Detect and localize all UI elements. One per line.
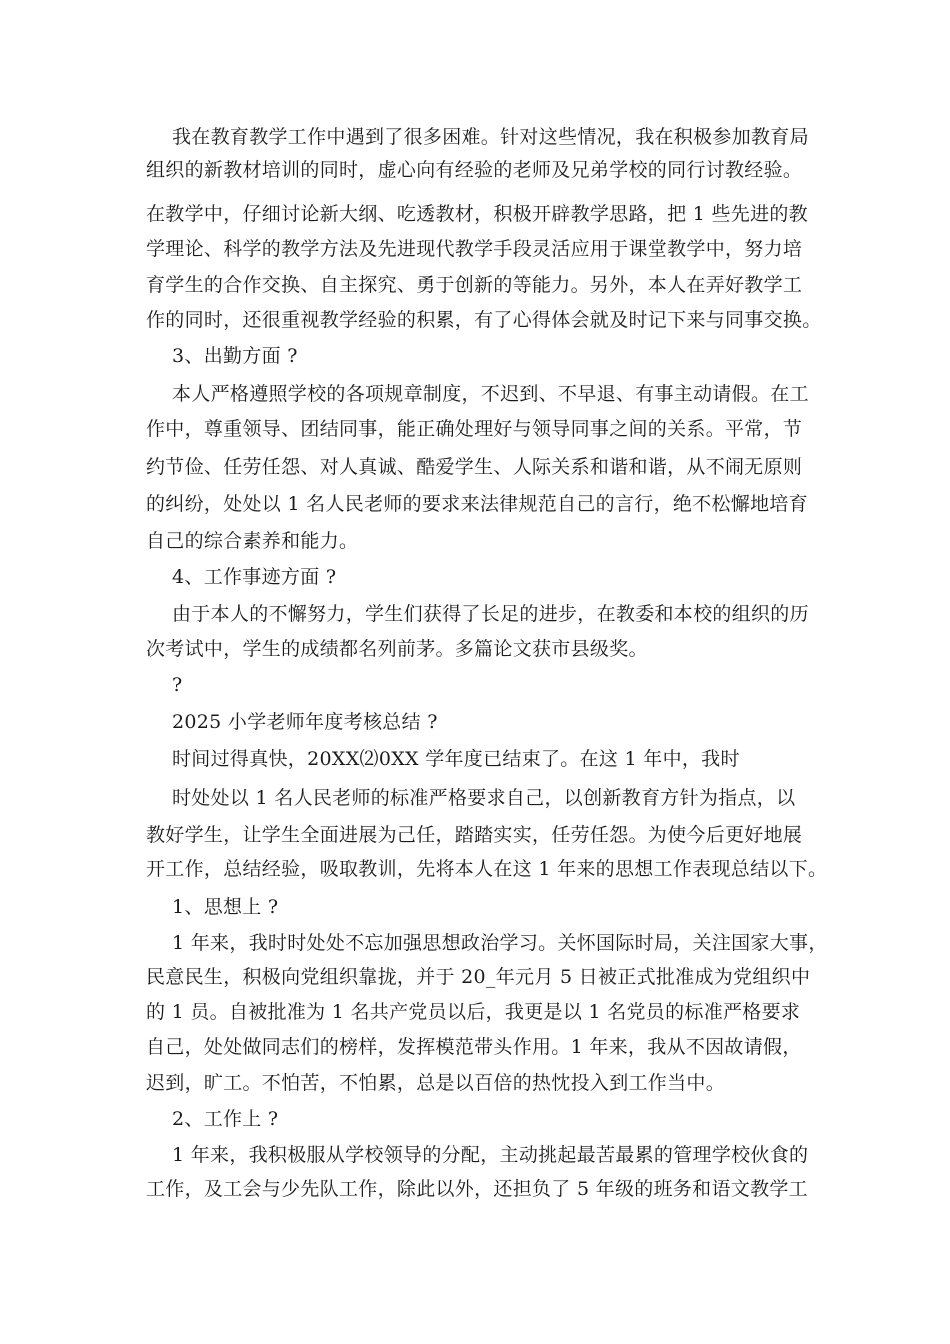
text-line: 1 年来，我积极服从学校领导的分配，主动挑起最苦最累的管理学校伙食的 bbox=[172, 1144, 809, 1166]
text-line: 育学生的合作交换、自主探究、勇于创新的等能力。另外，本人在弄好教学工 bbox=[146, 274, 803, 296]
text-line: 作中，尊重领导、团结同事，能正确处理好与领导同事之间的关系。平常，节 bbox=[146, 418, 803, 440]
text-line: 时间过得真快，20XX⑵0XX 学年度已结束了。在这 1 年中，我时 bbox=[172, 748, 740, 770]
text-line: 本人严格遵照学校的各项规章制度，不迟到、不早退、有事主动请假。在工 bbox=[172, 383, 809, 405]
text-line: 开工作，总结经验，吸取教训，先将本人在这 1 年来的思想工作表现总结以下。 bbox=[146, 858, 828, 880]
text-line: 迟到，旷工。不怕苦，不怕累，总是以百倍的热忱投入到工作当中。 bbox=[146, 1072, 726, 1094]
text-line: ? bbox=[172, 674, 183, 696]
text-line: 次考试中，学生的成绩都名列前茅。多篇论文获市县级奖。 bbox=[146, 638, 648, 660]
text-line: 我在教育教学工作中遇到了很多困难。针对这些情况，我在积极参加教育局 bbox=[172, 126, 809, 148]
text-line: 自己，处处做同志们的榜样，发挥模范带头作用。1 年来，我从不因故请假， bbox=[146, 1036, 802, 1058]
text-line: 作的同时，还很重视教学经验的积累，有了心得体会就及时记下来与同事交换。 bbox=[146, 309, 822, 331]
text-line: 的 1 员。自被批准为 1 名共产党员以后，我更是以 1 名党员的标准严格要求 bbox=[146, 1001, 801, 1023]
text-line: 学理论、科学的教学方法及先进现代教学手段灵活应用于课堂教学中，努力培 bbox=[146, 238, 803, 260]
text-line: 工作，及工会与少先队工作，除此以外，还担负了 5 年级的班务和语文教学工 bbox=[146, 1178, 808, 1200]
section-heading: 3、出勤方面 ? bbox=[172, 345, 298, 367]
text-line: 组织的新教材培训的同时，虚心向有经验的老师及兄弟学校的同行讨教经验。 bbox=[146, 159, 803, 181]
text-line: 教好学生，让学生全面进展为己任，踏踏实实，任劳任怨。为使今后更好地展 bbox=[146, 824, 803, 846]
text-line: 时处处以 1 名人民老师的标准严格要求自己，以创新教育方针为指点，以 bbox=[172, 787, 796, 809]
text-line: 在教学中，仔细讨论新大纲、吃透教材，积极开辟教学思路，把 1 些先进的教 bbox=[146, 203, 808, 225]
section-heading: 1、思想上 ? bbox=[172, 896, 279, 918]
text-line: 自己的综合素养和能力。 bbox=[146, 530, 359, 552]
section-heading: 2、工作上 ? bbox=[172, 1108, 279, 1130]
text-line: 的纠纷，处处以 1 名人民老师的要求来法律规范自己的言行，绝不松懈地培育 bbox=[146, 493, 808, 515]
text-line: 约节俭、任劳任怨、对人真诚、酷爱学生、人际关系和谐和谐，从不闹无原则 bbox=[146, 456, 803, 478]
text-line: 民意民生，积极向党组织靠拢，并于 20_年元月 5 日被正式批准成为党组织中 bbox=[146, 966, 811, 988]
text-line: 由于本人的不懈努力，学生们获得了长足的进步，在教委和本校的组织的历 bbox=[172, 603, 809, 625]
text-line: 1 年来，我时时处处不忘加强思想政治学习。关怀国际时局，关注国家大事， bbox=[172, 932, 828, 954]
section-heading: 4、工作事迹方面 ? bbox=[172, 566, 337, 588]
section-title: 2025 小学老师年度考核总结 ? bbox=[172, 711, 438, 733]
